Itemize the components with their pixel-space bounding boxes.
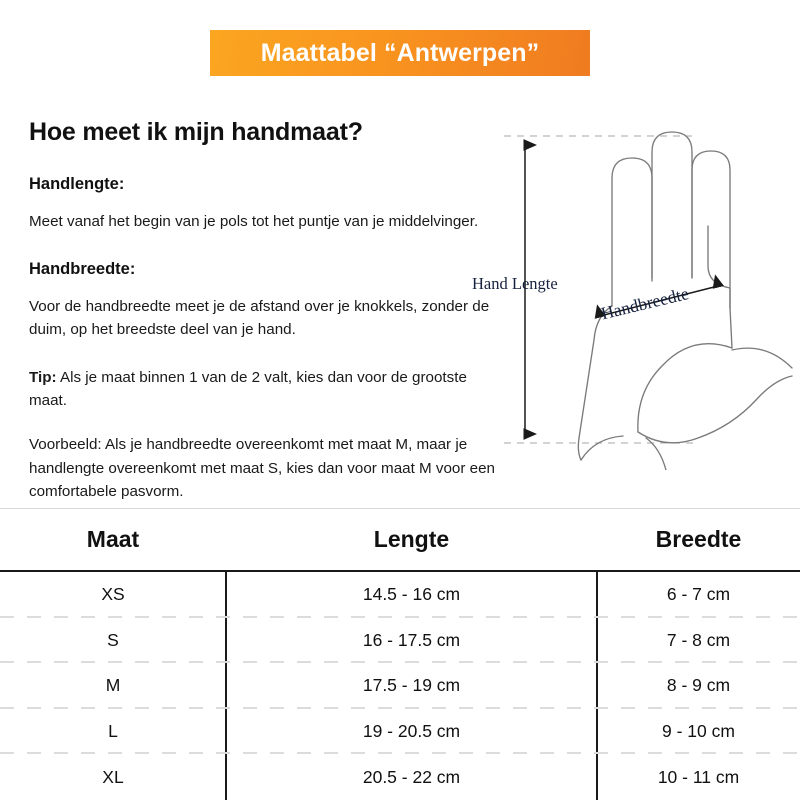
title-banner-container [0, 30, 800, 76]
cell-breedte: 7 - 8 cm [666, 629, 731, 650]
column-header-lengte: Lengte [373, 525, 450, 552]
hand-width-heading: Handbreedte: [29, 260, 136, 279]
cell-breedte: 6 - 7 cm [666, 584, 731, 605]
hand-diagram-svg [460, 118, 800, 470]
hand-width-text: Voor de handbreedte meet je de afstand over je knokkels, zonder de duim, op het breedste deel van je hand. [29, 298, 490, 339]
cell-maat: M [105, 675, 121, 696]
table-row [0, 754, 800, 800]
cell-maat: S [107, 629, 119, 650]
column-header-maat: Maat [86, 525, 140, 552]
table-body [0, 572, 800, 800]
cell-maat: L [108, 721, 118, 742]
example-text: Voorbeeld: Als je handbreedte overeenkomt met maat M, maar je handlengte overeenkomt met maat S, kies dan voor maat M voor een comfortabele pasvorm. [29, 436, 495, 500]
table-row [0, 709, 800, 755]
hand-length-text: Meet vanaf het begin van je pols tot het puntje van je middelvinger. [29, 213, 479, 230]
column-header-breedte: Breedte [655, 525, 742, 552]
cell-lengte: 17.5 - 19 cm [362, 675, 461, 696]
page-title: Maattabel “Antwerpen” [260, 38, 540, 67]
cell-maat: XL [102, 766, 124, 787]
cell-lengte: 16 - 17.5 cm [362, 629, 461, 650]
cell-lengte: 19 - 20.5 cm [362, 721, 461, 742]
size-chart-table [0, 508, 800, 800]
table-row [0, 663, 800, 709]
hand-measurement-diagram [460, 118, 800, 470]
hand-length-heading: Handlengte: [29, 175, 125, 193]
cell-breedte: 9 - 10 cm [662, 721, 735, 742]
tip-body: Als je maat binnen 1 van de 2 valt, kies dan voor de grootste maat. [29, 369, 467, 410]
hand-width-label: Handbreedte [599, 283, 691, 324]
hand-length-label: Hand Lengte [472, 274, 558, 293]
cell-lengte: 14.5 - 16 cm [362, 584, 461, 605]
table-row [0, 572, 800, 618]
cell-lengte: 20.5 - 22 cm [362, 766, 461, 787]
cell-breedte: 10 - 11 cm [657, 766, 740, 787]
cell-maat: XS [101, 584, 125, 605]
tip-label: Tip: [29, 369, 57, 387]
instructions-section [29, 118, 499, 503]
page-heading: Hoe meet ik mijn handmaat? [29, 118, 363, 146]
tip-text [29, 366, 499, 412]
title-banner [210, 30, 590, 76]
table-row [0, 618, 800, 664]
cell-breedte: 8 - 9 cm [666, 675, 731, 696]
table-header-row [0, 508, 800, 570]
